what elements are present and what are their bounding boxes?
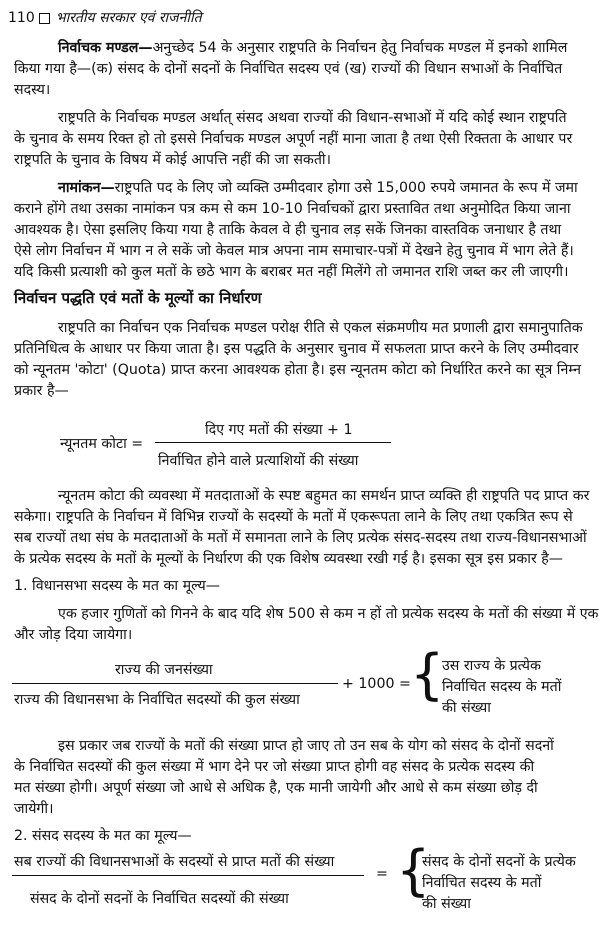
para-vacancy-line-3: राष्ट्रपति के चुनाव के विषय में कोई आपत्ति नहीं की जा सकती। — [14, 152, 331, 168]
para-uniformity-line-2: सकेगा। राष्ट्रपति के निर्वाचन में विभिन्न राज्यों के सदस्यों के मतों में एकरूपता लाने के लिए तथा एकत्रित रूप से — [14, 509, 573, 525]
mla-formula-addend: + 1000 = — [342, 676, 411, 692]
para-electoral-college-line-2: किया गया है—(क) संसद के दोनों सदनों के निर्वाचित सदस्य एवं (ख) राज्यों की विधान सभाओं के निर्वाचित — [14, 61, 563, 77]
quota-fraction-bar — [155, 442, 391, 443]
subheading-mp-vote-value: 2. संसद सदस्य के मत का मूल्य— — [14, 828, 192, 844]
term-nomination: नामांकन— — [58, 180, 115, 196]
square-bullet-icon — [39, 13, 50, 24]
mp-formula-fraction-bar — [12, 875, 364, 876]
para-method-line-1: राष्ट्रपति का निर्वाचन एक निर्वाचक मण्डल परोक्ष रीति से एकल संक्रमणीय मत प्रणाली द्वारा समानुपातिक — [58, 320, 583, 336]
para-nomination-line-5: यदि किसी प्रत्याशी को कुल मतों के छठे भाग के बराबर मत नहीं मिलेंगे तो जमानत राशि जब्त कर ली जाएगी। — [14, 264, 569, 280]
para-uniformity-line-3: सब राज्यों तथा संघ के मतदाताओं के मतों में समानता लाने के लिए प्रत्येक संसद-सदस्य तथा राज्य-विधानसभाओं — [14, 530, 587, 546]
mla-formula-result-line-1: उस राज्य के प्रत्येक — [442, 658, 541, 674]
page-header — [8, 8, 202, 27]
para-nomination-line-3: आवश्यक है। ऐसा इसलिए किया गया है ताकि केवल वे ही चुनाव लड़ सकें जिनका वास्तविक जनाधार है तथा — [14, 222, 562, 238]
para-mp-calculation-line-2: के निर्वाचित सदस्यों की कुल संख्या में भाग देने पर जो संख्या प्राप्त होगी वह संसद के प्रत्येक सदस्य की — [14, 759, 535, 775]
book-title: भारतीय सरकार एवं राजनीति — [55, 10, 202, 26]
mp-formula-result-line-3: की संख्या — [422, 896, 471, 912]
mla-formula-brace: { — [410, 643, 445, 706]
para-electoral-college-line-3: सदस्य। — [14, 82, 51, 98]
para-rounding-line-1: एक हजार गुणितों को गिनने के बाद यदि शेष 500 से कम न हों तो प्रत्येक सदस्य के मतों की संख्या में एक — [58, 606, 599, 622]
quota-denominator: निर्वाचित होने वाले प्रत्याशियों की संख्या — [158, 453, 359, 469]
para-nomination-line-1: नामांकन—राष्ट्रपति पद के लिए जो व्यक्ति उम्मीदवार होगा उसे 15,000 रुपये जमानत के रूप में जमा — [58, 180, 578, 196]
para-nomination-line-4: ऐसे लोग निर्वाचन में भाग न ले सकें जो केवल मात्र अपना नाम समाचार-पत्रों में देखने हेतु चुनाव में भाग लेते हैं। — [14, 243, 574, 259]
page-number: 110 — [8, 10, 35, 26]
mla-formula-result-line-3: की संख्या — [442, 700, 491, 716]
para-vacancy-line-1: राष्ट्रपति के निर्वाचक मण्डल अर्थात् संसद अथवा राज्यों की विधान-सभाओं में यदि कोई स्थान राष्ट्रपति — [58, 110, 567, 126]
para-uniformity-line-4: के प्रत्येक सदस्य के मतों के मूल्यों के निर्धारण की एक विशेष व्यवस्था रखी गई है। इसका सूत्र इस प्रकार है— — [14, 551, 563, 567]
mp-formula-result-line-2: निर्वाचित सदस्य के मतों — [422, 875, 542, 891]
para-mp-calculation-line-3: मत संख्या होगी। अपूर्ण संख्या जो आधे से अधिक है, एक मानी जायेगी और आधे से कम संख्या छोड़ दी — [14, 780, 538, 796]
quota-numerator: दिए गए मतों की संख्या + 1 — [205, 422, 353, 438]
mp-formula-equals: = — [376, 866, 388, 882]
para-method-line-3: को न्यूनतम 'कोटा' (Quota) प्राप्त करना आवश्यक होता है। इस न्यूनतम कोटा को निर्धारित करने का सूत्र निम्न — [14, 362, 581, 378]
mla-formula-numerator: राज्य की जनसंख्या — [115, 662, 213, 678]
para-mp-calculation-line-1: इस प्रकार जब राज्यों के मतों की संख्या प्राप्त हो जाए तो उन सब के योग को संसद के दोनों सदनों — [58, 738, 554, 754]
para-vacancy-line-2: के चुनाव के समय रिक्त हो तो इससे निर्वाचक मण्डल अपूर्ण नहीं माना जाता है तथा ऐसी रिक्तता के आधार पर — [14, 131, 573, 147]
mp-formula-denominator: संसद के दोनों सदनों के निर्वाचित सदस्यों की संख्या — [30, 891, 289, 907]
para-method-line-4: प्रकार है— — [14, 383, 69, 399]
para-rounding-line-2: और जोड़ दिया जायेगा। — [14, 627, 133, 643]
para-electoral-college-line-1: निर्वाचक मण्डल—अनुच्छेद 54 के अनुसार राष्ट्रपति के निर्वाचन हेतु निर्वाचक मण्डल में इनको शामिल — [58, 40, 568, 56]
para-method-line-2: प्रतिनिधित्व के आधार पर किया जाता है। इस पद्धति के अनुसार चुनाव में सफलता प्राप्त करने के लिए उम्मीदवार — [14, 341, 579, 357]
para-uniformity-line-1: न्यूनतम कोटा की व्यवस्था में मतदाताओं के स्पष्ट बहुमत का समर्थन प्राप्त व्यक्ति ही राष्ट्रपति पद प्राप्त कर — [58, 488, 590, 504]
mla-formula-result-line-2: निर्वाचित सदस्य के मतों — [442, 679, 562, 695]
para-mp-calculation-line-4: जायेगी। — [14, 801, 54, 817]
mp-formula-brace: { — [396, 839, 431, 902]
term-electoral-college: निर्वाचक मण्डल— — [58, 40, 153, 56]
mp-formula-numerator: सब राज्यों की विधानसभाओं के सदस्यों से प्राप्त मतों की संख्या — [14, 854, 335, 870]
mp-formula-result-line-1: संसद के दोनों सदनों के प्रत्येक — [422, 854, 576, 870]
mla-formula-denominator: राज्य की विधानसभा के निर्वाचित सदस्यों की कुल संख्या — [14, 692, 300, 708]
section-heading: निर्वाचन पद्धति एवं मतों के मूल्यों का निर्धारण — [14, 289, 262, 307]
mla-formula-fraction-bar — [12, 683, 338, 684]
subheading-mla-vote-value: 1. विधानसभा सदस्य के मत का मूल्य— — [14, 578, 220, 594]
para-nomination-line-2: कराने होंगे तथा उसका नामांकन पत्र कम से कम 10-10 निर्वाचकों द्वारा प्रस्तावित तथा अनुमोदित किया जाना — [14, 201, 571, 217]
quota-label: न्यूनतम कोटा = — [60, 436, 144, 452]
